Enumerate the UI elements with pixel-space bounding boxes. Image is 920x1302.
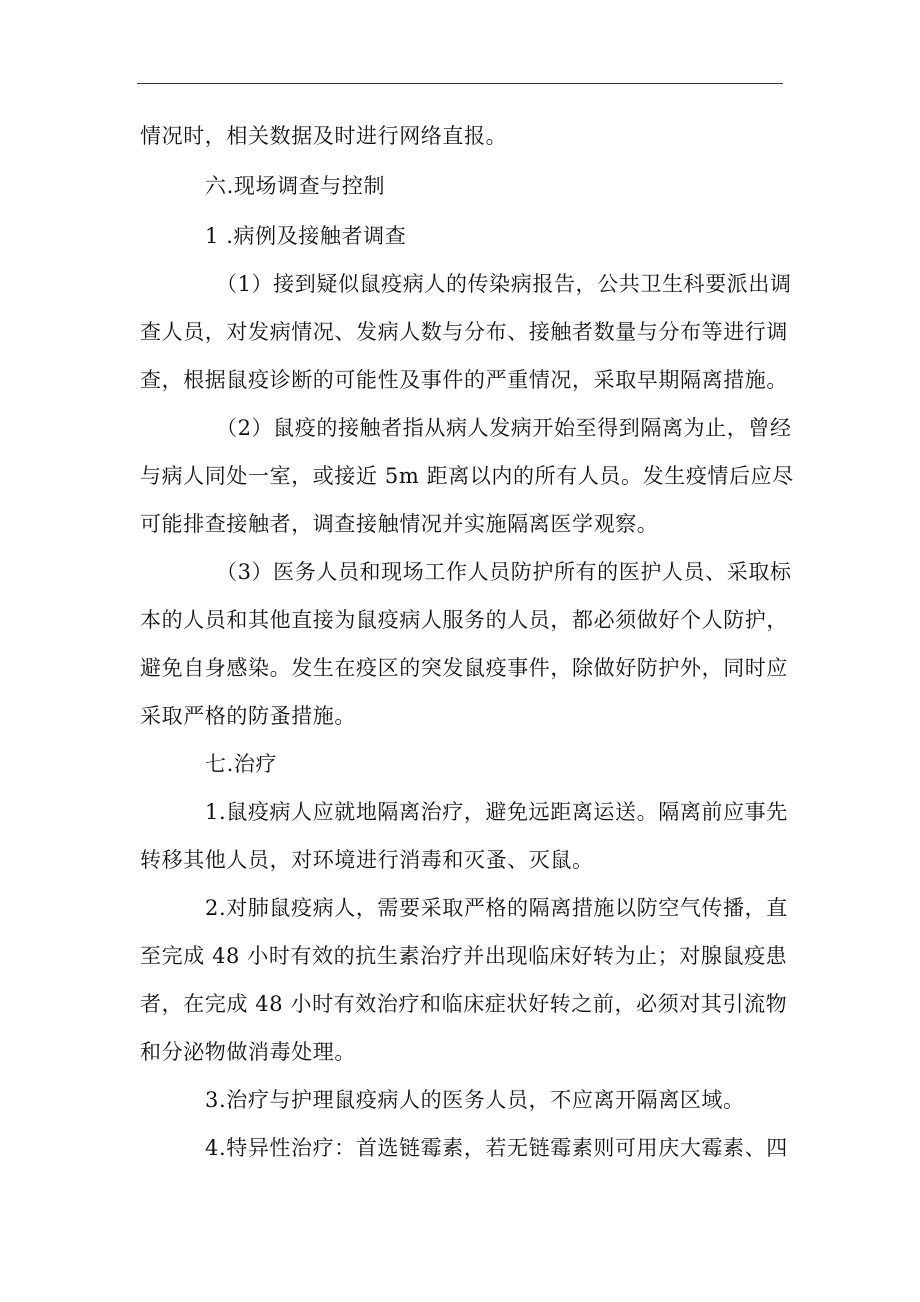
paragraph-line: 4.特异性治疗：首选链霉素，若无链霉素则可用庆大霉素、四 — [205, 1136, 788, 1160]
paragraph-line: 避免自身感染。发生在疫区的突发鼠疫事件，除做好防护外，同时应 — [140, 656, 788, 680]
header-rule — [137, 83, 783, 84]
paragraph-line: 和分泌物做消毒处理。 — [140, 1040, 356, 1064]
paragraph-line: 本的人员和其他直接为鼠疫病人服务的人员，都必须做好个人防护， — [140, 608, 788, 632]
paragraph-line: （2）鼠疫的接触者指从病人发病开始至得到隔离为止，曾经 — [216, 416, 792, 440]
paragraph-line: （3）医务人员和现场工作人员防护所有的医护人员、采取标 — [216, 560, 792, 584]
subsection-heading: 1 .病例及接触者调查 — [205, 224, 407, 248]
paragraph-line: 查人员，对发病情况、发病人数与分布、接触者数量与分布等进行调 — [140, 320, 788, 344]
paragraph-line: 采取严格的防蚤措施。 — [140, 704, 356, 728]
section-heading-six: 六.现场调查与控制 — [205, 174, 386, 198]
paragraph-line: 2.对肺鼠疫病人，需要采取严格的隔离措施以防空气传播，直 — [205, 896, 788, 920]
paragraph-line: 情况时，相关数据及时进行网络直报。 — [140, 124, 508, 148]
paragraph-line: 转移其他人员，对环境进行消毒和灭蚤、灭鼠。 — [140, 848, 594, 872]
paragraph-line: 与病人同处一室，或接近 5m 距离以内的所有人员。发生疫情后应尽 — [140, 464, 794, 488]
paragraph-line: 至完成 48 小时有效的抗生素治疗并出现临床好转为止；对腺鼠疫患 — [140, 944, 788, 968]
section-heading-seven: 七.治疗 — [205, 752, 278, 776]
paragraph-line: 1.鼠疫病人应就地隔离治疗，避免远距离运送。隔离前应事先 — [205, 800, 788, 824]
paragraph-line: 可能排查接触者，调查接触情况并实施隔离医学观察。 — [140, 512, 659, 536]
paragraph-line: 查，根据鼠疫诊断的可能性及事件的严重情况，采取早期隔离措施。 — [140, 368, 788, 392]
paragraph-line: 者，在完成 48 小时有效治疗和临床症状好转之前，必须对其引流物 — [140, 992, 788, 1016]
paragraph-line: （1）接到疑似鼠疫病人的传染病报告，公共卫生科要派出调 — [216, 272, 792, 296]
paragraph-line: 3.治疗与护理鼠疫病人的医务人员，不应离开隔离区域。 — [205, 1088, 745, 1112]
